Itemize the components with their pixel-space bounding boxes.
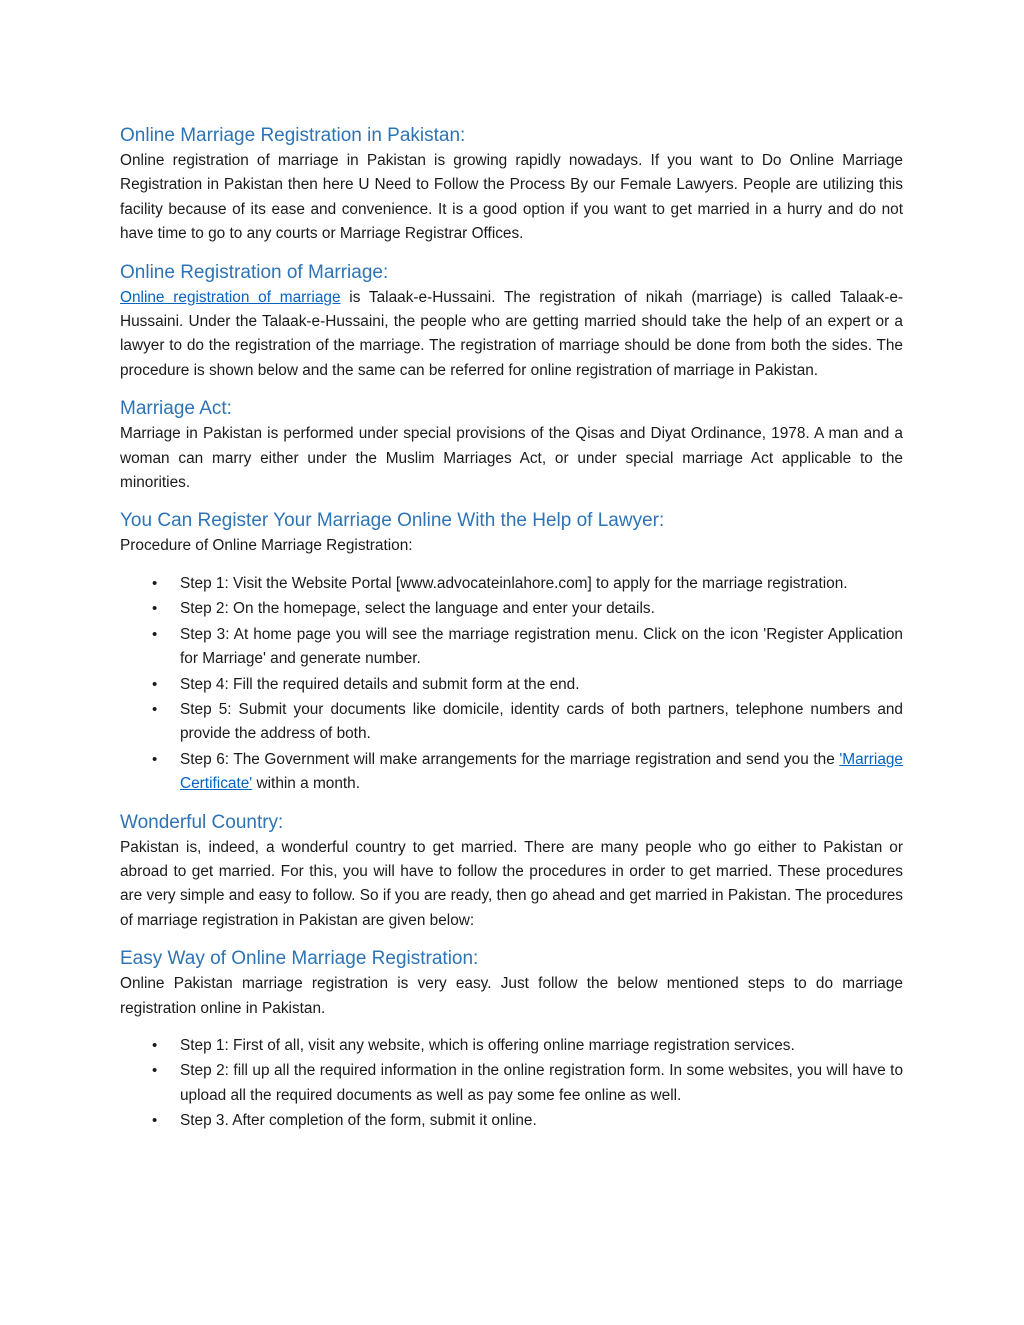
bullet-icon: • [152, 1062, 158, 1080]
section-heading: Marriage Act: [120, 398, 232, 420]
list-item: • Step 5: Submit your documents like domicile, identity cards of both partners, telephone numbers and provide the address of both. [120, 698, 903, 747]
list-item: • Step 2: On the homepage, select the language and enter your details. [120, 597, 903, 621]
list-item: • Step 1: First of all, visit any website, which is offering online marriage registration services. [120, 1034, 903, 1058]
section-register-with-lawyer [120, 508, 903, 796]
document-page [120, 123, 903, 1147]
bullet-icon: • [152, 675, 158, 693]
list-item: • Step 1: Visit the Website Portal [www.advocateinlahore.com] to apply for the marriage registration. [120, 572, 903, 596]
online-registration-link[interactable]: Online registration of marriage [120, 288, 341, 306]
section-heading: Wonderful Country: [120, 811, 284, 833]
bullet-icon: • [152, 574, 158, 592]
section-wonderful-country [120, 810, 903, 934]
steps-list [120, 572, 903, 797]
bullet-icon: • [152, 700, 158, 718]
section-paragraph: Procedure of Online Marriage Registration: [120, 537, 413, 555]
section-heading: You Can Register Your Marriage Online With the Help of Lawyer: [120, 510, 665, 532]
list-item: • Step 3. After completion of the form, submit it online. [120, 1109, 903, 1133]
section-marriage-act [120, 396, 903, 495]
section-online-marriage-registration [120, 123, 903, 247]
section-paragraph: Pakistan is, indeed, a wonderful country to get married. There are many people who go either to Pakistan or abroad to get married. For this, you will have to follow the procedures in order to get married. These procedures are very simple and easy to follow. So if you are ready, then go ahead and get married in Pakistan. The procedures of marriage registration in Pakistan are given below: [120, 838, 903, 929]
section-paragraph [120, 286, 903, 384]
bullet-icon: • [152, 600, 158, 618]
list-item: • Step 4: Fill the required details and submit form at the end. [120, 673, 903, 697]
list-item: • Step 6: The Government will make arrangements for the marriage registration and send you the 'Marriage Certificate' within a month. [120, 748, 903, 797]
section-paragraph: Marriage in Pakistan is performed under special provisions of the Qisas and Diyat Ordinance, 1978. A man and a woman can marry either under the Muslim Marriages Act, or under special marriage Act applicable to the minorities. [120, 425, 903, 492]
section-heading: Online Registration of Marriage: [120, 261, 389, 283]
section-heading: Easy Way of Online Marriage Registration: [120, 948, 479, 970]
section-online-registration-of-marriage [120, 260, 903, 384]
bullet-icon: • [152, 625, 158, 643]
marriage-certificate-link[interactable]: 'Marriage Certificate' [180, 750, 903, 793]
section-heading: Online Marriage Registration in Pakistan: [120, 125, 466, 146]
section-paragraph: Online Pakistan marriage registration is very easy. Just follow the below mentioned steps to do marriage registration online in Pakistan. [120, 975, 903, 1017]
list-item: • Step 3: At home page you will see the marriage registration menu. Click on the icon 'Register Application for Marriage' and generate number. [120, 623, 903, 672]
bullet-icon: • [152, 1112, 158, 1130]
list-item: • Step 2: fill up all the required information in the online registration form. In some websites, you will have to upload all the required documents as well as pay some fee online as well. [120, 1059, 903, 1108]
steps-list [120, 1034, 903, 1134]
bullet-icon: • [152, 750, 158, 768]
bullet-icon: • [152, 1036, 158, 1054]
section-easy-way [120, 946, 903, 1133]
paragraph-text: is Talaak-e-Hussaini. The registration of nikah (marriage) is called Talaak-e-Hussaini. Under the Talaak-e-Hussaini, the people who are getting married should take the help of an expert or a lawyer to do the registration of the marriage. The registration of marriage should be done from both the sides. The procedure is shown below and the same can be referred for online registration of marriage in Pakistan. [120, 288, 904, 379]
section-paragraph: Online registration of marriage in Pakistan is growing rapidly nowadays. If you want to Do Online Marriage Registration in Pakistan then here U Need to Follow the Process By our Female Lawyers. People are utilizing this facility because of its ease and convenience. It is a good option if you want to get married in a hurry and do not have time to go to any courts or Marriage Registrar Offices. [120, 152, 903, 243]
